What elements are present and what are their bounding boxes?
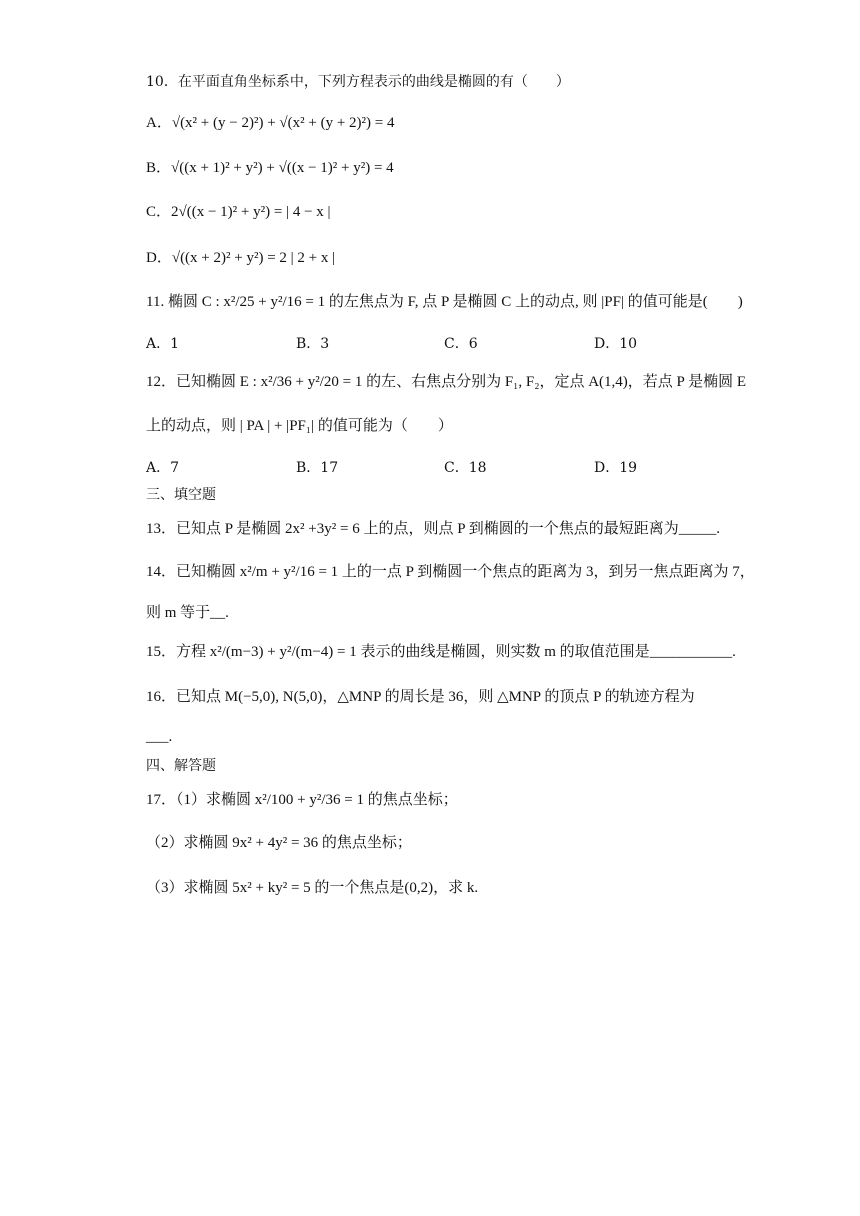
q12-stem-line1: 12．已知椭圆 E : x²/36 + y²/20 = 1 的左、右焦点分别为 F₁, F₂，定点 A(1,4)，若点 P 是椭圆 E — [146, 374, 746, 390]
q12-option-c: C．18 — [444, 460, 487, 476]
q10-option-c: C．2√((x − 1)² + y²) = | 4 − x | — [146, 204, 331, 220]
q12-option-d: D．19 — [594, 460, 638, 476]
section-heading-solutions: 四、解答题 — [146, 758, 216, 774]
q10-option-b: B．√((x + 1)² + y²) + √((x − 1)² + y²) = 4 — [146, 160, 394, 176]
q10-stem: 10．在平面直角坐标系中，下列方程表示的曲线是椭圆的有（ ） — [146, 74, 570, 90]
q14-line2: 则 m 等于__. — [146, 605, 229, 621]
q16-line1: 16．已知点 M(−5,0), N(5,0)，△MNP 的周长是 36，则 △MNP 的顶点 P 的轨迹方程为 — [146, 689, 695, 705]
q11-option-d: D．10 — [594, 336, 638, 352]
q17-part3: （3）求椭圆 5x² + ky² = 5 的一个焦点是(0,2)，求 k. — [146, 880, 479, 896]
q17-part2: （2）求椭圆 9x² + 4y² = 36 的焦点坐标； — [146, 835, 412, 851]
q11-option-b: B．3 — [296, 336, 330, 352]
q17-part1: 17．（1）求椭圆 x²/100 + y²/36 = 1 的焦点坐标； — [146, 792, 458, 808]
q12-option-a: A．7 — [146, 460, 180, 476]
q11-stem: 11. 椭圆 C : x²/25 + y²/16 = 1 的左焦点为 F, 点 P 是椭圆 C 上的动点, 则 |PF| 的值可能是( ) — [146, 294, 743, 310]
q16-line2: ___. — [146, 729, 173, 745]
section-heading-fill-in: 三、填空题 — [146, 487, 216, 503]
q12-option-b: B．17 — [296, 460, 339, 476]
q13-text: 13．已知点 P 是椭圆 2x² +3y² = 6 上的点，则点 P 到椭圆的一个焦点的最短距离为_____. — [146, 521, 720, 537]
q14-line1: 14．已知椭圆 x²/m + y²/16 = 1 上的一点 P 到椭圆一个焦点的距离为 3，到另一焦点距离为 7， — [146, 564, 755, 580]
q11-option-c: C．6 — [444, 336, 478, 352]
q11-option-a: A．1 — [146, 336, 180, 352]
q15-text: 15．方程 x²/(m−3) + y²/(m−4) = 1 表示的曲线是椭圆，则实数 m 的取值范围是___________. — [146, 644, 736, 660]
q12-stem-line2: 上的动点，则 | PA | + |PF₁| 的值可能为（ ） — [146, 418, 453, 434]
q10-option-d: D．√((x + 2)² + y²) = 2 | 2 + x | — [146, 250, 336, 266]
q10-option-a: A．√(x² + (y − 2)²) + √(x² + (y + 2)²) = 4 — [146, 115, 395, 131]
